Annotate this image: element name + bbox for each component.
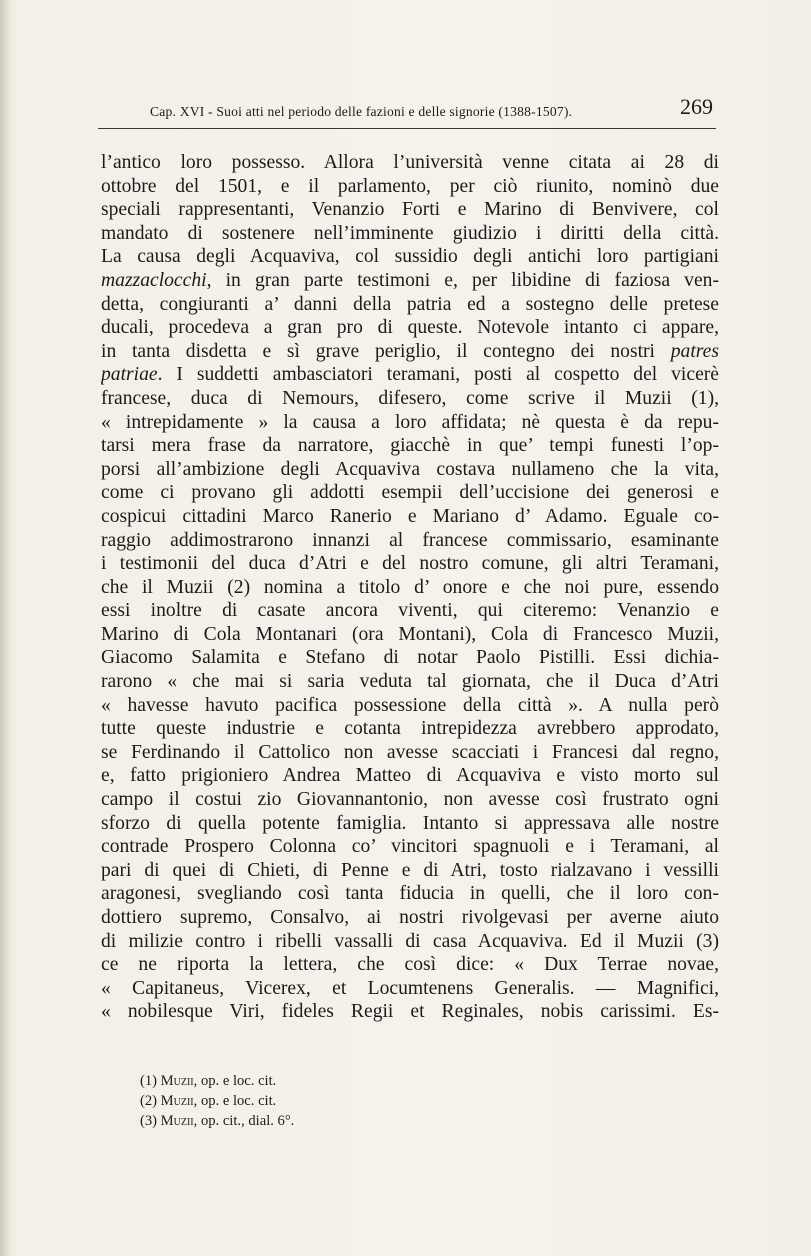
text-line: La causa degli Acquaviva, col sussidio degli antichi loro partigiani	[101, 246, 719, 268]
footnote: (1) Muzii, op. e loc. cit.	[140, 1073, 277, 1089]
text-line: tutte queste industrie e cotanta intrepidezza avrebbero approdato,	[101, 718, 719, 740]
text-line: ottobre del 1501, e il parlamento, per ciò riunito, nominò due	[101, 175, 719, 197]
header-rule	[98, 128, 716, 129]
text-line: « intrepidamente » la causa a loro affidata; nè questa è da repu-	[101, 411, 719, 433]
text-line: patriae. I suddetti ambasciatori teramani, posti al cospetto del vicerè	[101, 364, 719, 386]
text-line: che il Muzii (2) nomina a titolo d’ onore e che noi pure, essendo	[101, 576, 719, 598]
text-line: se Ferdinando il Cattolico non avesse scacciati i Francesi dal regno,	[101, 741, 719, 763]
text-line: sforzo di quella potente famiglia. Intanto si appressava alle nostre	[101, 812, 719, 834]
text-line: francese, duca di Nemours, difesero, come scrive il Muzii (1),	[101, 387, 719, 409]
text-line: pari di quei di Chieti, di Penne e di Atri, tosto rialzavano i vessilli	[101, 859, 719, 881]
text-line: mazzaclocchi, in gran parte testimoni e, per libidine di faziosa ven-	[101, 269, 719, 291]
text-line: campo il costui zio Giovannantonio, non avesse così frustrato ogni	[101, 789, 719, 811]
text-line: « Capitaneus, Vicerex, et Locumtenens Generalis. — Magnifici,	[101, 977, 719, 999]
text-line: in tanta disdetta e sì grave periglio, il contegno dei nostri patres	[101, 340, 719, 362]
text-line: Marino di Cola Montanari (ora Montani), Cola di Francesco Muzii,	[101, 623, 719, 645]
text-line: tarsi mera frase da narratore, giacchè in que’ tempi funesti l’op-	[101, 435, 719, 457]
text-line: contrade Prospero Colonna co’ vincitori spagnuoli e i Teramani, al	[101, 836, 719, 858]
text-line: cospicui cittadini Marco Ranerio e Mariano d’ Adamo. Eguale co-	[101, 505, 719, 527]
text-line: raggio addimostrarono innanzi al francese commissario, esaminante	[101, 529, 719, 551]
running-header	[150, 94, 715, 128]
text-line: « havesse havuto pacifica possessione della città ». A nulla però	[101, 694, 719, 716]
footnote: (3) Muzii, op. cit., dial. 6°.	[140, 1113, 295, 1129]
text-line: come ci provano gli addotti esempii dell’uccisione dei generosi e	[101, 482, 719, 504]
text-line: essi inoltre di casate ancora viventi, qui citeremo: Venanzio e	[101, 600, 719, 622]
text-line: e, fatto prigioniero Andrea Matteo di Acquaviva e visto morto sul	[101, 765, 719, 787]
text-line: dottiero supremo, Consalvo, ai nostri rivolgevasi per averne aiuto	[101, 907, 719, 928]
text-line: l’antico loro possesso. Allora l’università venne citata ai 28 di	[101, 152, 719, 173]
text-line: speciali rappresentanti, Venanzio Forti e Marino di Benvivere, col	[101, 199, 719, 221]
body-text	[101, 151, 719, 1024]
chapter-caption: Cap. XVI - Suoi atti nel periodo delle fazioni e delle signorie (1388-1507).	[150, 104, 573, 119]
page-gutter-shadow	[0, 0, 10, 1256]
text-line: Giacomo Salamita e Stefano di notar Paolo Pistilli. Essi dichia-	[101, 647, 719, 669]
text-line: « nobilesque Viri, fideles Regii et Reginales, nobis carissimi. Es-	[101, 1001, 719, 1023]
text-line: mandato di sostenere nell’imminente giudizio i diritti della città.	[101, 222, 719, 244]
text-line: ducali, procedeva a gran pro di queste. Notevole intanto ci appare,	[101, 317, 719, 339]
footnotes	[140, 1071, 540, 1131]
text-line: aragonesi, svegliando così tanta fiducia in quelli, che il loro con-	[101, 883, 719, 905]
text-line: di milizie contro i ribelli vassalli di casa Acquaviva. Ed il Muzii (3)	[101, 930, 719, 952]
page-number: 269	[680, 94, 713, 119]
text-line: porsi all’ambizione degli Acquaviva costava nullameno che la vita,	[101, 458, 719, 480]
footnote: (2) Muzii, op. e loc. cit.	[140, 1093, 277, 1109]
text-line: ce ne riporta la lettera, che così dice: « Dux Terrae novae,	[101, 954, 719, 976]
text-line: rarono « che mai si saria veduta tal giornata, che il Duca d’Atri	[101, 671, 719, 693]
text-line: detta, congiuranti a’ danni della patria ed a sostegno delle pretese	[101, 293, 719, 315]
text-line: i testimonii del duca d’Atri e del nostro comune, gli altri Teramani,	[101, 553, 719, 575]
